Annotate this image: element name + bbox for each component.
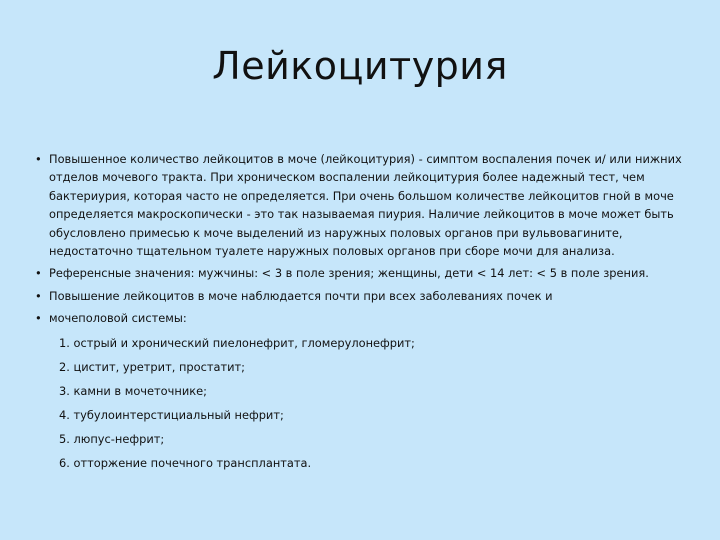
bullet-text: Повышение лейкоцитов в моче наблюдается почти при всех заболеваниях почек и [49,288,553,303]
list-item: 2. цистит, уретрит, простатит; [59,359,245,374]
bullet-item [34,287,684,305]
list-item: 4. тубулоинтерстициальный нефрит; [59,407,284,422]
bullet-item [34,309,684,327]
bullet-text: Повышенное количество лейкоцитов в моче (лейкоцитурия) - симптом воспаления почек и/ или нижних отделов мочевого тракта. При хроническом воспалении лейкоцитурия более надежный тест, чем бактериурия, которая часто не определяется. При очень большом количестве лейкоцитов гной в моче определяется макроскопически - это так называемая пиурия. Наличие лейкоцитов в моче может быть обусловлено примесью к моче выделений из наружных половых органов при вульвовагините, недостаточно тщательном туалете наружных половых органов при сборе мочи для анализа. [49,152,682,259]
list-item: 6. отторжение почечного трансплантата. [59,455,312,470]
bullet-item [34,264,684,282]
slide-title: Лейкоцитурия [212,44,508,88]
bullet-dot-icon: • [35,311,42,326]
list-item: 1. острый и хронический пиелонефрит, гломерулонефрит; [59,335,415,350]
bullet-dot-icon: • [35,266,42,281]
bullet-dot-icon: • [35,288,42,303]
bullet-text: мочеполовой системы: [49,311,187,326]
list-item: 3. камни в мочеточнике; [59,383,207,398]
bullet-dot-icon: • [35,152,42,166]
bullet-item [34,150,684,260]
slide-content [34,150,684,472]
bullet-text: Референсные значения: мужчины: < 3 в поле зрения; женщины, дети < 14 лет: < 5 в поле зрения. [49,266,649,281]
list-item: 5. люпус-нефрит; [59,431,165,446]
